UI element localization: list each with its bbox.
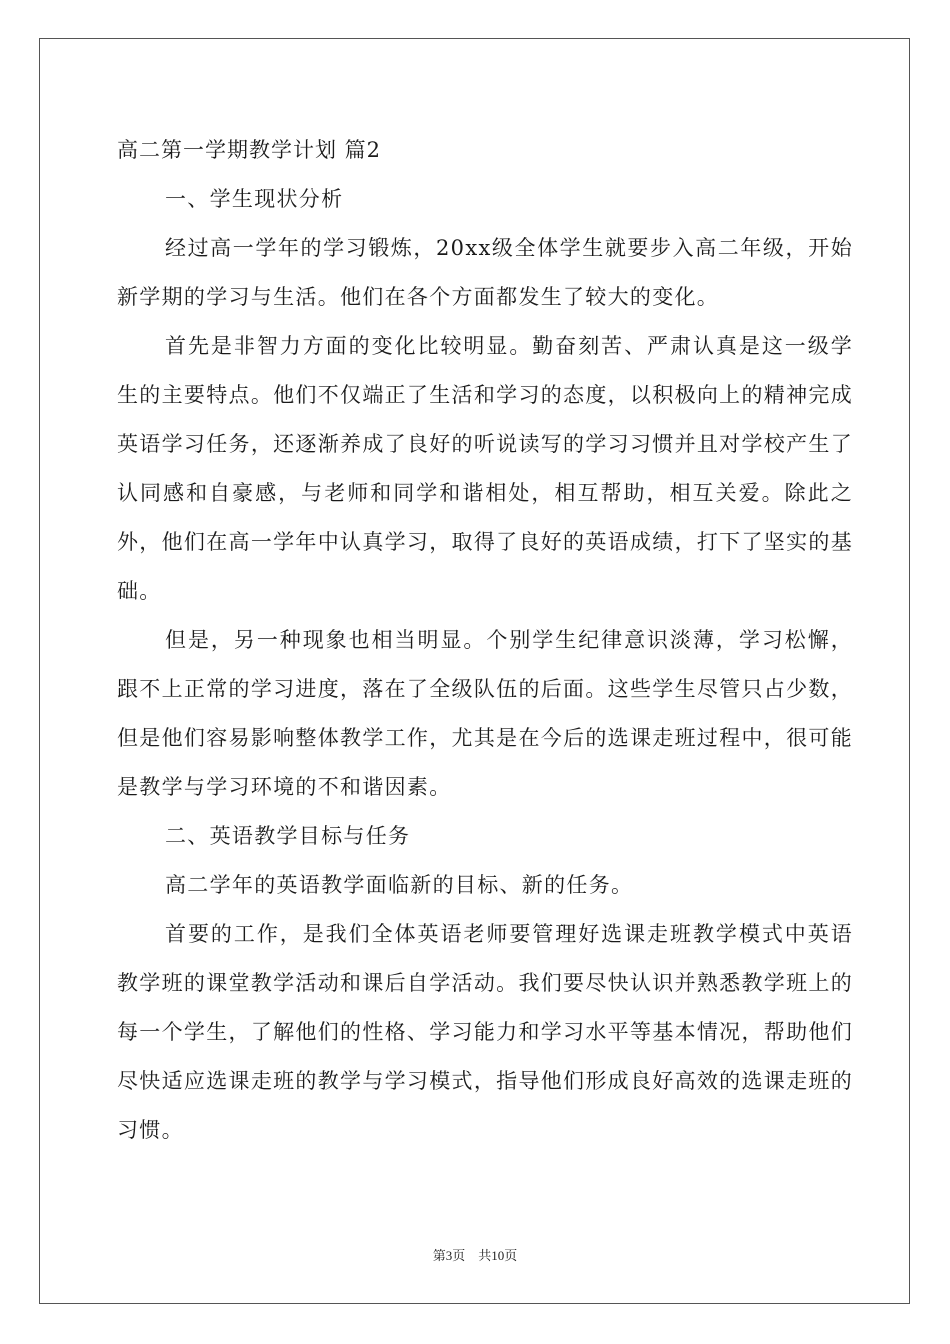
paragraph-non-intellectual: 首先是非智力方面的变化比较明显。勤奋刻苦、严肃认真是这一级学生的主要特点。他们不仅端正了生活和学习的态度，以积极向上的精神完成英语学习任务，还逐渐养成了良好的听说读写的学习习惯并且对学校产生了认同感和自豪感，与老师和同学和谐相处，相互帮助，相互关爱。除此之外，他们在高一学年中认真学习，取得了良好的英语成绩，打下了坚实的基础。 [117,334,853,603]
paragraph-intro: 经过高一学年的学习锻炼，20xx级全体学生就要步入高二年级，开始新学期的学习与生活。他们在各个方面都发生了较大的变化。 [117,236,853,309]
section-heading-student-analysis: 一、学生现状分析 [165,187,344,211]
paragraph-problem-students: 但是，另一种现象也相当明显。个别学生纪律意识淡薄，学习松懈，跟不上正常的学习进度，落在了全级队伍的后面。这些学生尽管只占少数，但是他们容易影响整体教学工作，尤其是在今后的选课走班过程中，很可能是教学与学习环境的不和谐因素。 [117,628,853,799]
paragraph-new-goals: 高二学年的英语教学面临新的目标、新的任务。 [165,873,634,897]
section-heading-teaching-goals: 二、英语教学目标与任务 [165,824,411,848]
document-title: 高二第一学期教学计划 篇2 [117,138,382,162]
paragraph-primary-work: 首要的工作，是我们全体英语老师要管理好选课走班教学模式中英语教学班的课堂教学活动和课后自学活动。我们要尽快认识并熟悉教学班上的每一个学生，了解他们的性格、学习能力和学习水平等基本情况，帮助他们尽快适应选课走班的教学与学习模式，指导他们形成良好高效的选课走班的习惯。 [117,922,853,1142]
document-body [117,126,853,1155]
page-number-footer: 第3页 共10页 [432,1248,518,1263]
